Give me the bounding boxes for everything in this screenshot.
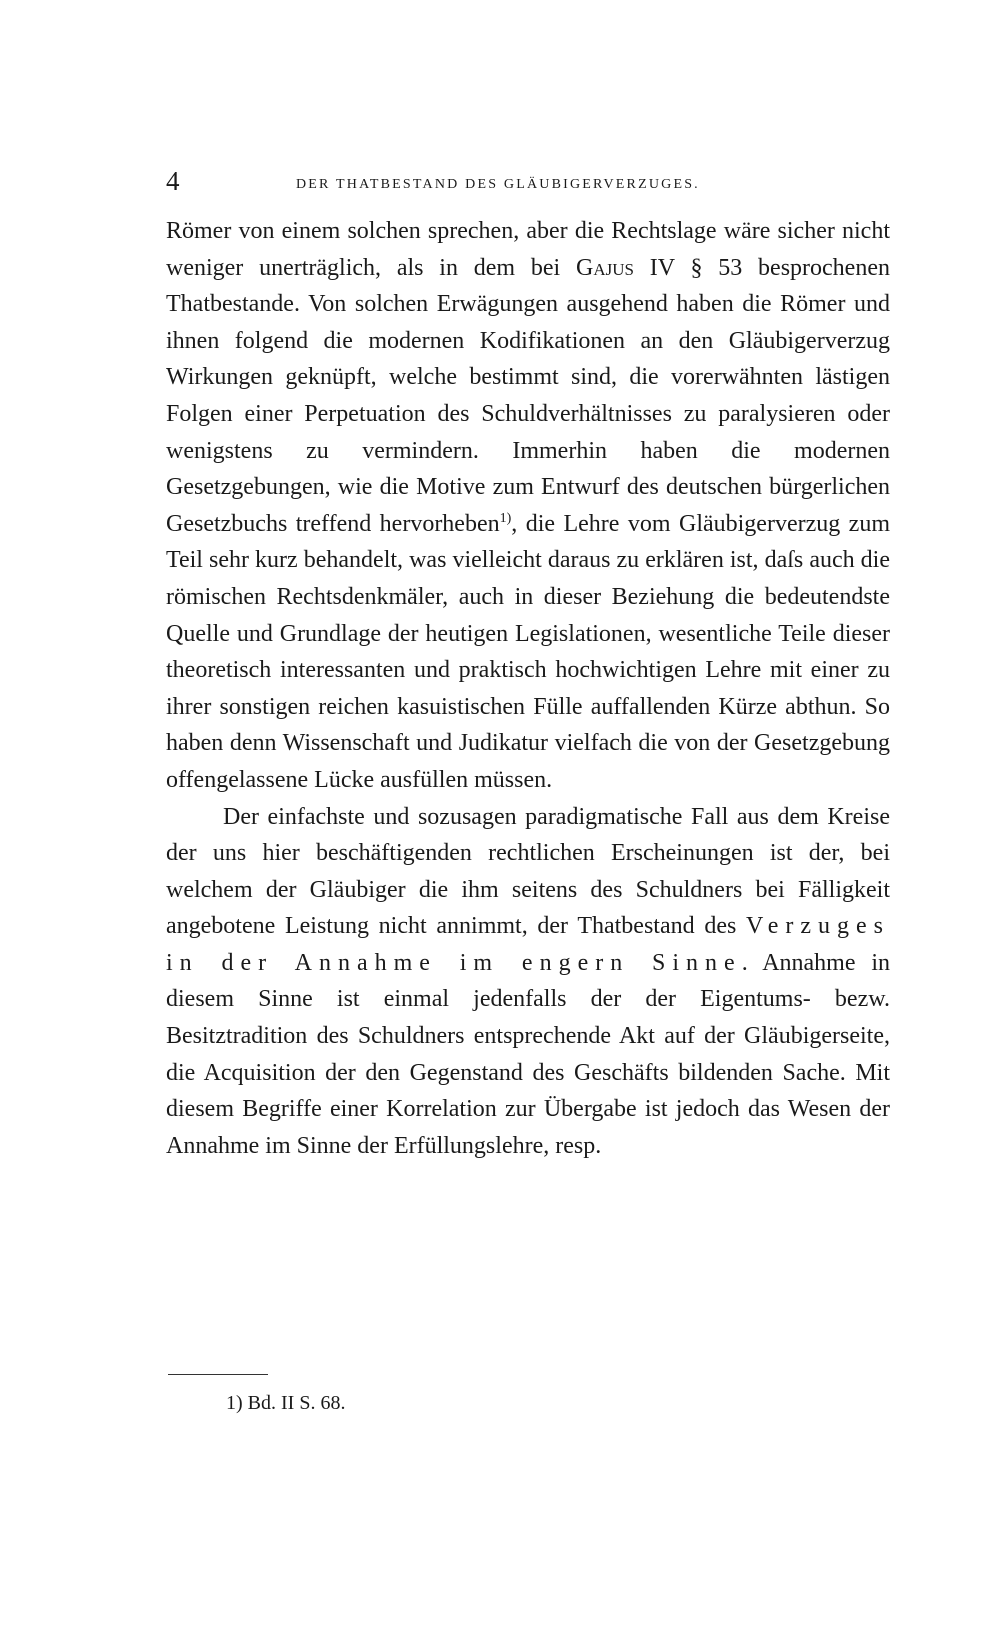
paragraph-2-text-a: Der einfachste und sozusagen paradigmatische Fall aus dem Kreise der uns hier beschäftigenden rechtlichen Erscheinungen ist der, bei welchem der Gläubiger die ihm seitens des Schuldners bei Fälligkeit angebotene Leistung nicht annimmt, der Thatbestand des — [166, 803, 890, 940]
paragraph-1 — [166, 213, 890, 799]
footnote-divider — [168, 1374, 268, 1375]
running-head: DER THATBESTAND DES GLÄUBIGERVERZUGES. — [296, 177, 700, 192]
paragraph-1-text-b: IV § 53 besprochenen Thatbestande. Von solchen Erwägungen ausgehend haben die Römer und ihnen folgend die modernen Kodifikationen an den Gläubigerverzug Wirkungen geknüpft, welche bestimmt sind, die vorerwähnten lästigen Folgen einer Perpetuation des Schuldverhältnisses zu paralysieren oder wenigstens zu vermindern. Immerhin haben die modernen Gesetzgebungen, wie die Motive zum Entwurf des deutschen bürgerlichen Gesetzbuchs treffend hervorheben — [166, 254, 890, 537]
page-number: 4 — [166, 166, 180, 196]
paragraph-1-text-c: , die Lehre vom Gläubigerverzug zum Teil sehr kurz behandelt, was vielleicht daraus zu erklären ist, daſs auch die römischen Rechtsdenkmäler, auch in dieser Beziehung die bedeutendste Quelle und Grundlage der heutigen Legislationen, wesentliche Teile dieser theoretisch interessanten und praktisch hochwichtigen Lehre mit einer zu ihrer sonstigen reichen kasuistischen Fülle auffallenden Kürze abthun. So haben denn Wissenschaft und Judikatur vielfach die von der Gesetzgebung offengelassene Lücke ausfüllen müssen. — [166, 510, 891, 793]
author-name-gajus: Gajus — [576, 254, 634, 281]
spaced-emphasis: Verzuges in der Annahme im engern Sinne — [166, 913, 890, 976]
paragraph-2-text-b: . Annahme in diesem Sinne ist einmal jedenfalls der der Eigentums- bezw. Besitztradition des Schuldners entsprechende Akt auf der Gläubigerseite, die Acquisition der den Gegenstand des Geschäfts bildenden Sache. Mit diesem Begriffe einer Korrelation zur Übergabe ist jedoch das Wesen der Annahme im Sinne der Erfüllungslehre, resp. — [166, 949, 890, 1159]
paragraph-1-text-a: Römer von einem solchen sprechen, aber die Rechtslage wäre sicher nicht weniger unerträglich, als in dem bei — [166, 218, 890, 281]
paragraph-2 — [166, 799, 890, 1165]
footnote: 1) Bd. II S. 68. — [226, 1392, 346, 1414]
footnote-reference: 1) — [499, 510, 512, 526]
page-header — [166, 166, 890, 200]
body-text — [166, 213, 890, 1164]
